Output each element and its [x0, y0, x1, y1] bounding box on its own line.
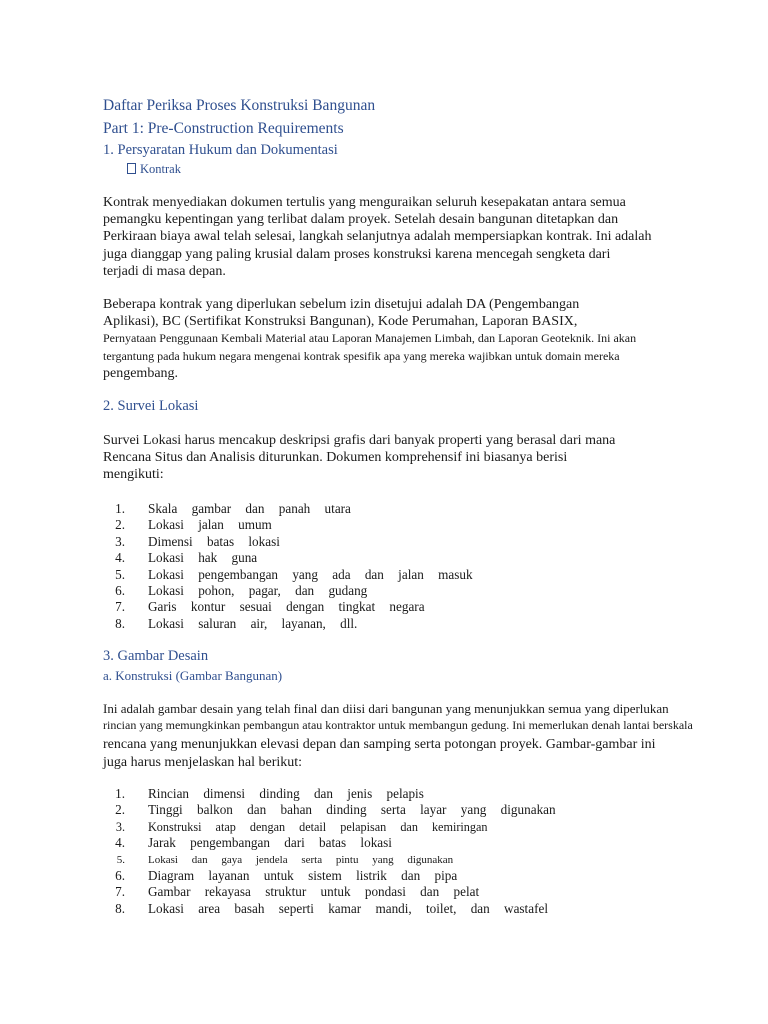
list-item-number: 5. [116, 853, 125, 866]
list-item-text: Jarak pengembangan dari batas lokasi [148, 835, 392, 851]
list-item-number: 8. [115, 900, 125, 916]
list-item-text: Dimensi batas lokasi [148, 533, 280, 549]
gambar-list [103, 786, 556, 917]
list-item [103, 567, 473, 583]
list-item-number: 7. [115, 884, 125, 900]
list-item [103, 599, 473, 615]
list-item-number: 5. [115, 566, 125, 582]
paragraph-line: rencana yang menunjukkan elevasi depan dan samping serta potongan proyek. Gambar-gambar ini [103, 737, 656, 753]
list-item-text: Lokasi dan gaya jendela serta pintu yang digunakan [148, 853, 454, 866]
list-item-number: 1. [115, 501, 125, 516]
list-item-number: 2. [115, 517, 125, 533]
list-item [103, 852, 556, 868]
list-item [103, 550, 473, 566]
paragraph-line: Kontrak menyediakan dokumen tertulis yang menguraikan seluruh kesepakatan antara semua [103, 195, 626, 210]
paragraph-line: pengembang. [103, 365, 179, 381]
list-item-text: Diagram layanan untuk sistem listrik dan pipa [148, 868, 458, 884]
paragraph-line: Survei Lokasi harus mencakup deskripsi grafis dari banyak properti yang berasal dari mana [103, 433, 616, 448]
paragraph-line: rincian yang memungkinkan pembangun atau kontraktor untuk membangun gedung. Ini memerlukan denah lantai berskala [103, 718, 693, 733]
list-item [103, 534, 473, 550]
gambar-paragraph [103, 700, 763, 771]
paragraph-line: tergantung pada hukum negara mengenai kontrak spesifik apa yang mereka wajibkan untuk domain mereka [103, 348, 620, 363]
survei-list [103, 501, 473, 632]
list-item [103, 616, 473, 632]
list-item-number: 4. [115, 835, 125, 851]
list-item-number: 2. [115, 802, 125, 818]
document-title: Daftar Periksa Proses Konstruksi Bangunan [103, 97, 376, 114]
list-item [103, 901, 556, 917]
list-item-text: Tinggi balkon dan bahan dinding serta layar yang digunakan [148, 802, 556, 818]
paragraph-line: Perkiraan biaya awal telah selesai, langkah selanjutnya adalah mempersiapkan kontrak. Ini adalah [103, 229, 652, 245]
paragraph-line: terjadi di masa depan. [103, 263, 226, 279]
kontrak-paragraph-2 [103, 296, 763, 382]
list-item-text: Garis kontur sesuai dengan tingkat negara [148, 599, 425, 615]
checkbox-icon [127, 163, 136, 174]
list-item [103, 517, 473, 533]
paragraph-line: Pernyataan Penggunaan Kembali Material atau Laporan Manajemen Limbah, dan Laporan Geoteknik. Ini akan [103, 331, 637, 346]
list-item-text: Lokasi pohon, pagar, dan gudang [148, 583, 368, 599]
list-item-text: Lokasi hak guna [148, 550, 258, 566]
list-item-number: 7. [115, 599, 125, 615]
kontrak-paragraph-1 [103, 194, 763, 280]
list-item-number: 3. [115, 533, 125, 549]
section-1-heading: 1. Persyaratan Hukum dan Dokumentasi [103, 142, 338, 158]
section-1-subheading [127, 162, 181, 177]
list-item [103, 868, 556, 884]
list-item-text: Skala gambar dan panah utara [148, 501, 351, 516]
section-3-heading: 3. Gambar Desain [103, 648, 209, 664]
paragraph-line: pemangku kepentingan yang terlibat dalam proyek. Setelah desain bangunan ditetapkan dan [103, 212, 619, 228]
paragraph-line: mengikuti: [103, 467, 164, 483]
list-item-number: 6. [115, 583, 125, 599]
list-item-text: Konstruksi atap dengan detail pelapisan dan kemiringan [148, 819, 488, 834]
part-title: Part 1: Pre-Construction Requirements [103, 120, 344, 137]
paragraph-line: juga dianggap yang paling krusial dalam proses konstruksi karena mencegah sengketa dari [103, 246, 611, 262]
list-item-text: Lokasi pengembangan yang ada dan jalan masuk [148, 566, 473, 582]
paragraph-line: Aplikasi), BC (Sertifikat Konstruksi Bangunan), Kode Perumahan, Laporan BASIX, [103, 314, 578, 330]
list-item [103, 884, 556, 900]
list-item-number: 3. [115, 819, 125, 834]
section-3-subheading: a. Konstruksi (Gambar Bangunan) [103, 668, 283, 683]
survei-paragraph [103, 432, 763, 484]
list-item-number: 1. [115, 786, 125, 801]
list-item [103, 501, 473, 517]
paragraph-line: Beberapa kontrak yang diperlukan sebelum izin disetujui adalah DA (Pengembangan [103, 297, 580, 312]
list-item-text: Rincian dimensi dinding dan jenis pelapis [148, 786, 424, 801]
list-item-text: Lokasi area basah seperti kamar mandi, toilet, dan wastafel [148, 900, 548, 916]
list-item-number: 6. [115, 868, 125, 884]
list-item-number: 4. [115, 550, 125, 566]
section-2-heading: 2. Survei Lokasi [103, 398, 199, 414]
list-item [103, 583, 473, 599]
list-item-text: Lokasi jalan umum [148, 517, 272, 533]
list-item-number: 8. [115, 615, 125, 631]
list-item [103, 835, 556, 851]
paragraph-line: Ini adalah gambar desain yang telah final dan diisi dari bangunan yang menunjukkan semua yang diperlukan [103, 701, 669, 716]
kontrak-label: Kontrak [140, 162, 181, 176]
list-item [103, 786, 556, 802]
list-item-text: Lokasi saluran air, layanan, dll. [148, 615, 358, 631]
list-item [103, 819, 556, 835]
paragraph-line: Rencana Situs dan Analisis diturunkan. Dokumen komprehensif ini biasanya berisi [103, 450, 568, 466]
paragraph-line: juga harus menjelaskan hal berikut: [103, 754, 303, 770]
list-item-text: Gambar rekayasa struktur untuk pondasi dan pelat [148, 884, 480, 900]
list-item [103, 802, 556, 818]
